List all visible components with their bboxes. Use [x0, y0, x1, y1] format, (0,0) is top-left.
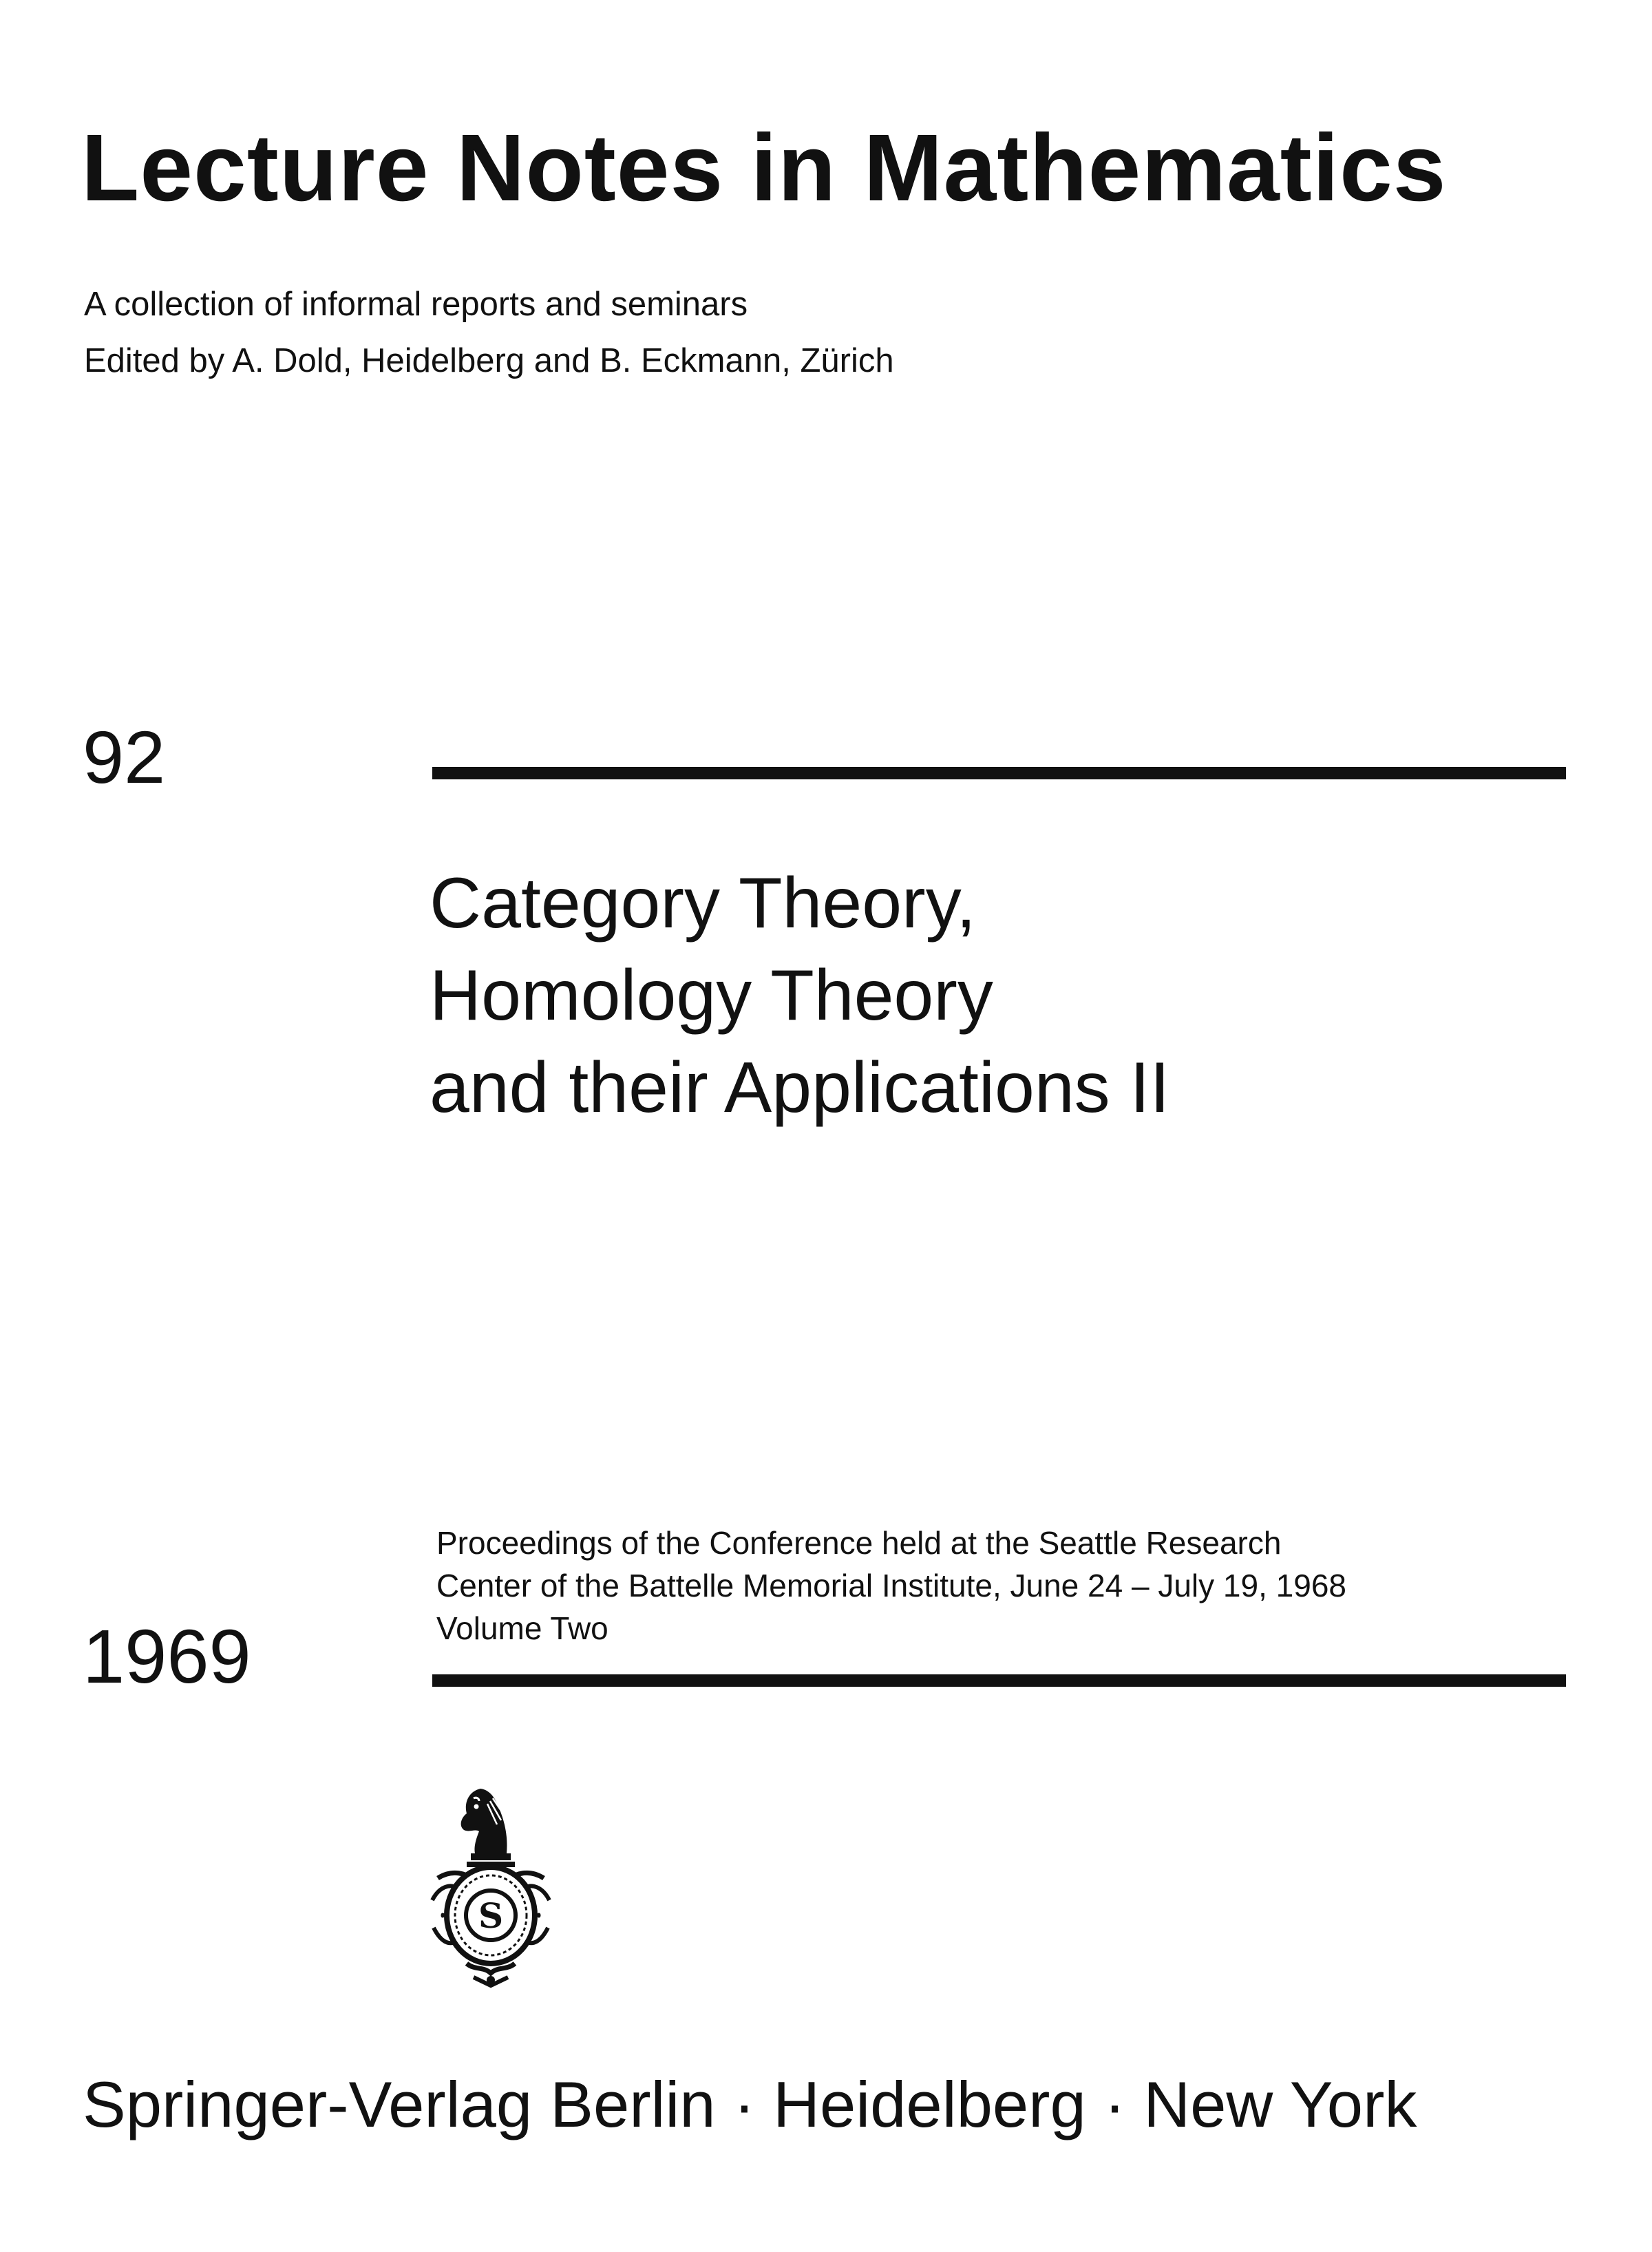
- series-title: Lecture Notes in Mathematics: [81, 115, 1447, 221]
- bottom-rule-divider: [432, 1674, 1566, 1687]
- proceedings-line: Proceedings of the Conference held at the Seattle Research: [436, 1525, 1282, 1561]
- publisher-imprint: Springer-Verlag Berlin · Heidelberg · New York: [83, 2068, 1417, 2140]
- springer-knight-logo-icon: [425, 1783, 556, 1990]
- book-title: [430, 857, 1169, 1134]
- publication-year: 1969: [83, 1614, 251, 1699]
- proceedings-note: [436, 1522, 1346, 1650]
- volume-number: 92: [83, 715, 166, 799]
- series-editors: Edited by A. Dold, Heidelberg and B. Eckmann, Zürich: [84, 342, 894, 379]
- top-rule-divider: [432, 767, 1566, 779]
- proceedings-line: Volume Two: [436, 1610, 608, 1646]
- book-title-line: Category Theory,: [430, 863, 976, 943]
- proceedings-line: Center of the Battelle Memorial Institute, June 24 – July 19, 1968: [436, 1568, 1346, 1603]
- svg-text:S: S: [478, 1895, 504, 1936]
- book-title-line: Homology Theory: [430, 956, 993, 1035]
- series-subtitle: A collection of informal reports and seminars: [84, 286, 748, 323]
- book-title-line: and their Applications II: [430, 1048, 1170, 1128]
